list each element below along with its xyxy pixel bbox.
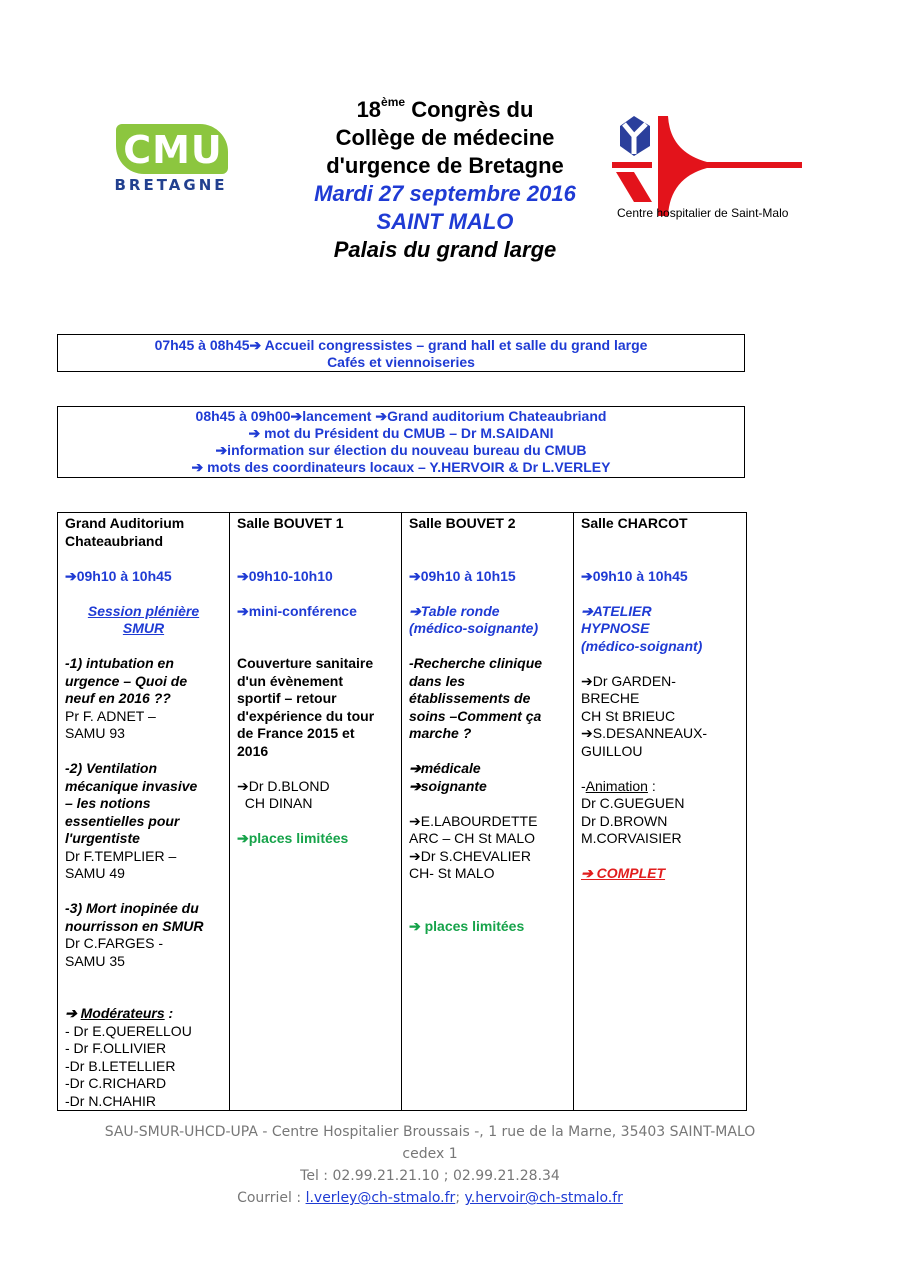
title-line-2: Collège de médecine [335, 125, 555, 150]
col3-topic-line-1: -Recherche clinique [409, 655, 543, 671]
program-table [57, 512, 747, 1111]
col3-speaker-2: ARC – CH St MALO [409, 830, 536, 846]
col2-topic-line-5: de France 2015 et [237, 725, 355, 741]
col2-speaker-1: ➔Dr D.BLOND [237, 777, 330, 794]
col2-topic-line-3: sportif – retour [237, 690, 337, 706]
col1-moderators-heading [65, 1005, 222, 1023]
col3-session-line-2: (médico-soignante) [409, 620, 539, 636]
col3-medical: ➔médicale [409, 760, 481, 776]
col-salle-bouvet-1 [230, 513, 402, 1111]
col4-speaker-2: BRECHE [581, 690, 640, 706]
hospital-caption: Centre hospitalier de Saint-Malo [617, 206, 789, 220]
cmu-bretagne-logo [104, 124, 238, 198]
animator: Dr C.GUEGUEN [581, 795, 685, 811]
animator: Dr D.BROWN [581, 812, 668, 829]
cmu-logo-text: CMU [123, 128, 223, 172]
hospital-logo-cross [658, 116, 802, 216]
col1-header-line-2: Chateaubriand [65, 532, 164, 549]
col3-speaker-3: ➔Dr S.CHEVALIER [409, 847, 531, 864]
col4-session-line-1: ➔ATELIER [581, 602, 652, 619]
footer [60, 1121, 800, 1209]
col3-places-limited: ➔ places limitées [409, 917, 525, 934]
col3-topic-line-4: soins –Comment ça [409, 707, 542, 724]
col1-time: ➔09h10 à 10h45 [65, 567, 172, 584]
footer-email-line [60, 1187, 800, 1209]
col1-topic2-line-4: essentielles pour [65, 812, 180, 829]
col3-speaker-4: CH- St MALO [409, 865, 495, 881]
col1-header-line-1: Grand Auditorium [65, 515, 185, 531]
col2-topic-line-4: d'expérience du tour [237, 707, 375, 724]
col3-topic-line-2: dans les [409, 672, 466, 689]
animation-colon: : [647, 777, 656, 794]
col1-header [65, 515, 222, 550]
col3-topic-line-5: marche ? [409, 725, 472, 741]
opening-line-3: ➔information sur élection du nouveau bureau du CMUB [215, 442, 587, 458]
title-line-1 [280, 96, 610, 124]
col1-topic2-line-3: – les notions [65, 795, 151, 811]
welcome-line-2: Cafés et viennoiseries [327, 354, 475, 370]
col3-speaker-1: ➔E.LABOURDETTE [409, 812, 538, 829]
col1-topic1-line-2: urgence – Quoi de [65, 672, 188, 689]
col1-topic2-speaker-2: SAMU 49 [65, 865, 125, 881]
page-title [280, 96, 610, 264]
col4-speaker-4: ➔S.DESANNEAUX- [581, 725, 708, 741]
col3-topic-line-3: établissements de [409, 690, 531, 706]
welcome-line-1: 07h45 à 08h45➔ Accueil congressistes – grand hall et salle du grand large [154, 337, 648, 353]
footer-phone: Tel : 02.99.21.21.10 ; 02.99.21.28.34 [300, 1168, 560, 1184]
col4-speaker-3: CH St BRIEUC [581, 707, 676, 724]
col4-speaker-1: ➔Dr GARDEN- [581, 672, 676, 689]
opening-line-4: ➔ mots des coordinateurs locaux – Y.HERVOIR & Dr L.VERLEY [191, 459, 611, 475]
col1-session-line-1: Session plénière [87, 602, 200, 619]
col1-topic2-line-1: -2) Ventilation [65, 760, 158, 776]
email-link-verley[interactable]: l.verley@ch-stmalo.fr [305, 1190, 456, 1206]
moderator: - Dr F.OLLIVIER [65, 1040, 167, 1056]
event-date: Mardi 27 septembre 2016 [314, 181, 576, 206]
col1-topic3-speaker-2: SAMU 35 [65, 952, 125, 969]
email-link-hervoir[interactable]: y.hervoir@ch-stmalo.fr [464, 1190, 623, 1206]
col2-session: ➔mini-conférence [237, 602, 357, 619]
animator: M.CORVAISIER [581, 830, 682, 846]
col2-time: ➔09h10-10h10 [237, 567, 333, 584]
col2-topic-line-2: d'un évènement [237, 672, 344, 689]
col1-topic2-line-5: l'urgentiste [65, 830, 140, 846]
event-venue: Palais du grand large [333, 237, 557, 262]
col4-time: ➔09h10 à 10h45 [581, 567, 688, 584]
animation-dash: - [581, 777, 586, 794]
opening-box [57, 406, 745, 478]
col1-topic3-line-1: -3) Mort inopinée du [65, 900, 199, 916]
moderator: -Dr B.LETELLIER [65, 1057, 176, 1074]
col4-complete-status: ➔ COMPLET [581, 865, 666, 881]
col1-topic1-speaker-2: SAMU 93 [65, 725, 125, 741]
opening-line-1: 08h45 à 09h00➔lancement ➔Grand auditorium Chateaubriand [195, 408, 607, 424]
cmu-logo-subtext: BRETAGNE [114, 176, 228, 194]
col1-topic2-speaker-1: Dr F.TEMPLIER – [65, 847, 177, 864]
col3-soignante: ➔soignante [409, 777, 487, 794]
event-city: SAINT MALO [376, 209, 514, 234]
footer-address-cont: cedex 1 [402, 1146, 458, 1162]
moderators-arrow: ➔ [65, 1005, 81, 1021]
col4-session-line-2: HYPNOSE [581, 620, 650, 636]
moderators-label: Modérateurs [80, 1005, 165, 1021]
moderators-colon: : [164, 1005, 174, 1021]
col1-topic1-line-1: -1) intubation en [65, 655, 174, 671]
footer-email-label: Courriel : [237, 1190, 306, 1206]
welcome-box [57, 334, 745, 372]
moderator: -Dr N.CHAHIR [65, 1092, 156, 1109]
col2-topic-line-6: 2016 [237, 742, 269, 759]
col1-topic3-speaker-1: Dr C.FARGES - [65, 935, 164, 951]
col-grand-auditorium [58, 513, 230, 1111]
col3-session-line-1: ➔Table ronde [409, 602, 500, 619]
title-line-3: d'urgence de Bretagne [326, 153, 564, 178]
col1-session-line-2: SMUR [122, 620, 165, 636]
moderator: - Dr E.QUERELLOU [65, 1022, 192, 1039]
col1-topic2-line-2: mécanique invasive [65, 777, 198, 794]
opening-line-2: ➔ mot du Président du CMUB – Dr M.SAIDANI [248, 425, 554, 441]
col3-header: Salle BOUVET 2 [409, 515, 516, 531]
col4-session-line-3: (médico-soignant) [581, 637, 703, 654]
title-ordinal-suffix: ème [381, 95, 406, 109]
col4-speaker-5: GUILLOU [581, 742, 643, 759]
footer-email-separator: ; [455, 1190, 465, 1206]
col2-speaker-2: CH DINAN [237, 795, 313, 811]
col4-animation-heading [581, 778, 739, 796]
animation-label: Animation [585, 777, 648, 794]
moderator: -Dr C.RICHARD [65, 1075, 167, 1091]
title-line-1-rest: Congrès du [405, 97, 534, 122]
col-salle-charcot [574, 513, 747, 1111]
col2-header: Salle BOUVET 1 [237, 515, 344, 531]
footer-address: SAU-SMUR-UHCD-UPA - Centre Hospitalier Broussais -, 1 rue de la Marne, 35403 SAINT-MALO [104, 1124, 756, 1140]
col1-topic3-line-2: nourrisson en SMUR [65, 917, 204, 934]
col4-header: Salle CHARCOT [581, 515, 688, 531]
table-row [58, 513, 747, 1111]
col1-topic1-speaker-1: Pr F. ADNET – [65, 707, 156, 724]
col-salle-bouvet-2 [402, 513, 574, 1111]
title-ordinal: 18 [356, 97, 382, 122]
col2-places-limited: ➔places limitées [237, 830, 349, 846]
col1-topic1-line-3: neuf en 2016 ?? [65, 690, 171, 706]
col2-topic-line-1: Couverture sanitaire [237, 655, 374, 671]
col3-time: ➔09h10 à 10h15 [409, 567, 516, 584]
